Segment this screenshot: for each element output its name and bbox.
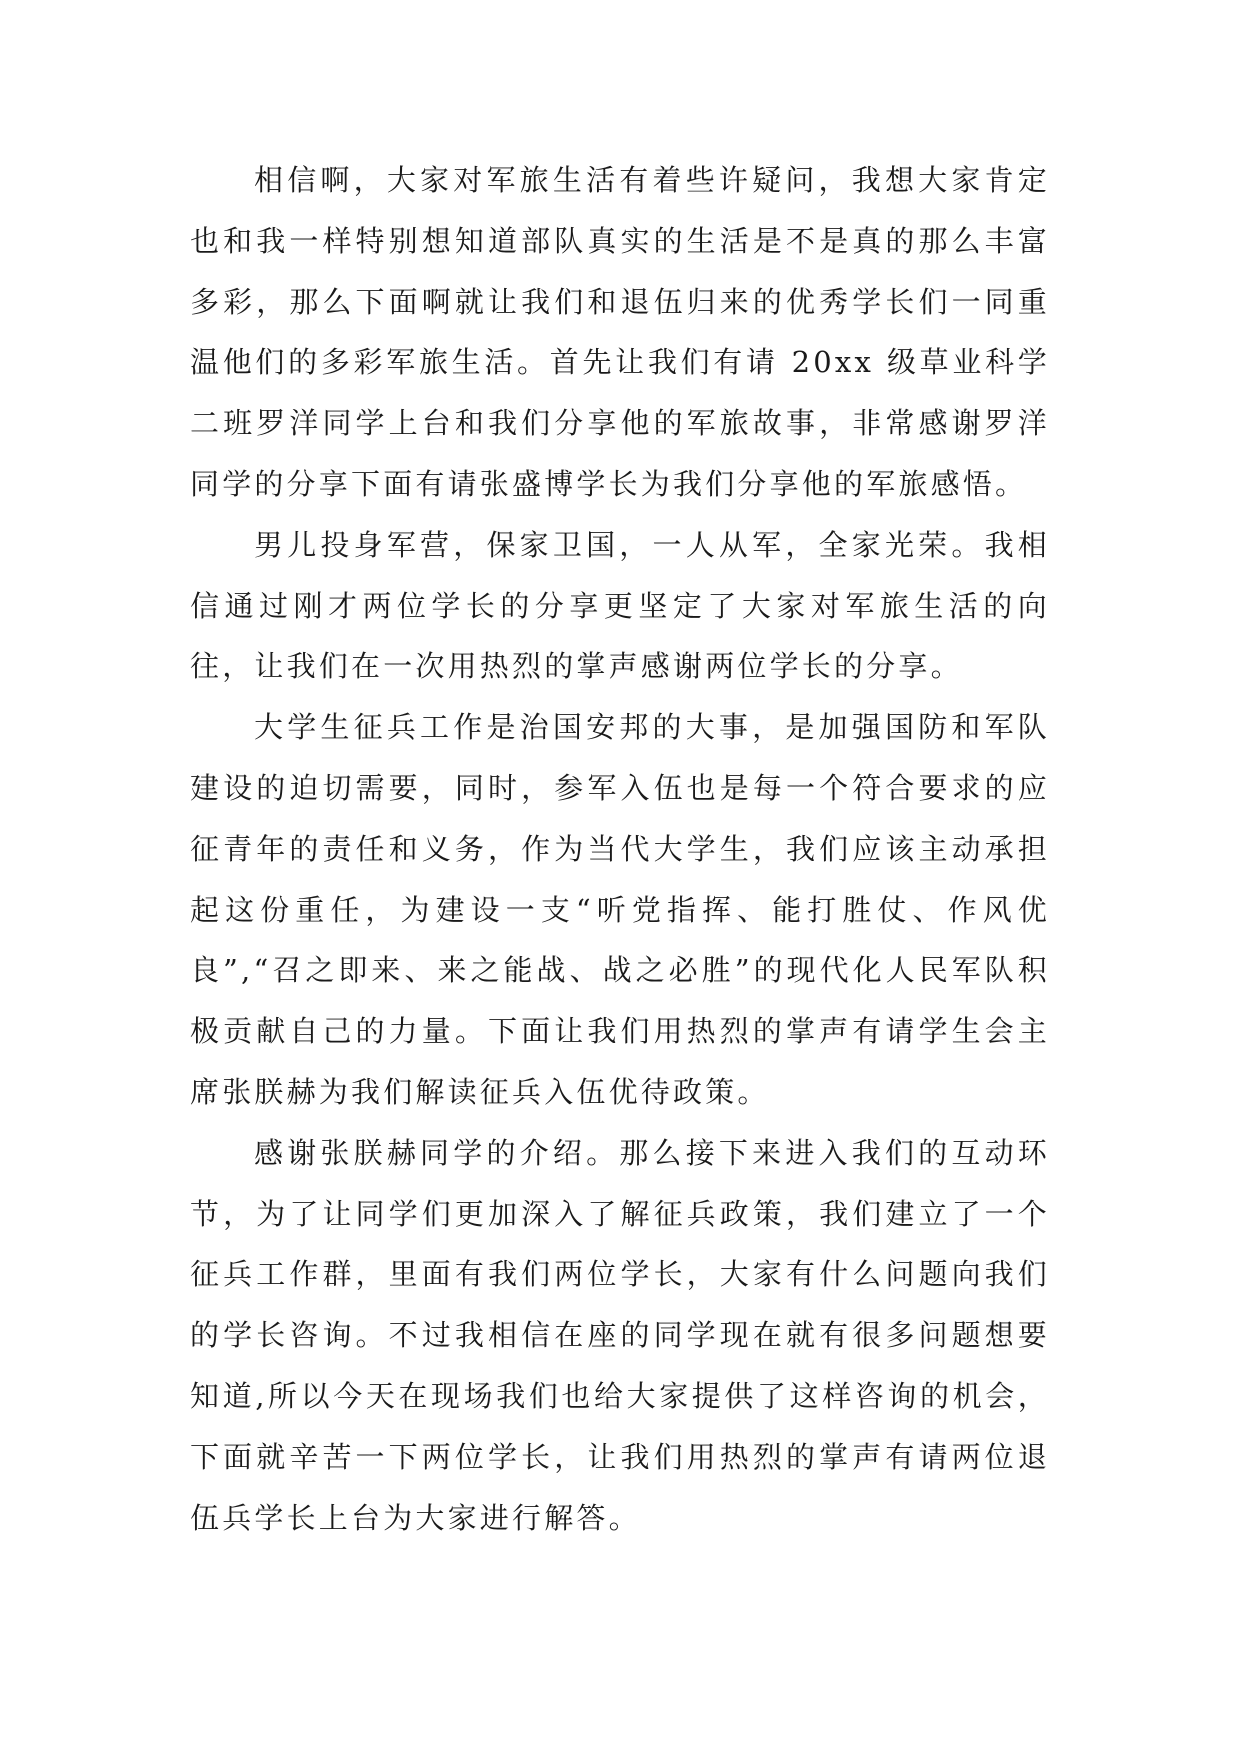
paragraph-interaction: 感谢张朕赫同学的介绍。那么接下来进入我们的互动环节，为了让同学们更加深入了解征兵政策，我们建立了一个征兵工作群，里面有我们两位学长，大家有什么问题向我们的学长咨询。不过我相信在座的同学现在就有很多问题想要知道,所以今天在现场我们也给大家提供了这样咨询的机会，下面就辛苦一下两位学长，让我们用热烈的掌声有请两位退伍兵学长上台为大家进行解答。 <box>190 1135 1050 1535</box>
paragraph-intro: 相信啊，大家对军旅生活有着些许疑问，我想大家肯定也和我一样特别想知道部队真实的生活是不是真的那么丰富多彩，那么下面啊就让我们和退伍归来的优秀学长们一同重温他们的多彩军旅生活。首先让我们有请 20xx 级草业科学二班罗洋同学上台和我们分享他的军旅故事，非常感谢罗洋同学的分享下面有请张盛博学长为我们分享他的军旅感悟。 <box>190 163 1050 501</box>
paragraph-thanks: 男儿投身军营，保家卫国，一人从军，全家光荣。我相信通过刚才两位学长的分享更坚定了大家对军旅生活的向往，让我们在一次用热烈的掌声感谢两位学长的分享。 <box>190 527 1050 684</box>
document-body <box>190 150 1050 1548</box>
paragraph-conscription: 大学生征兵工作是治国安邦的大事，是加强国防和军队建设的迫切需要，同时，参军入伍也是每一个符合要求的应征青年的责任和义务，作为当代大学生，我们应该主动承担起这份重任，为建设一支“听党指挥、能打胜仗、作风优良”,“召之即来、来之能战、战之必胜”的现代化人民军队积极贡献自己的力量。下面让我们用热烈的掌声有请学生会主席张朕赫为我们解读征兵入伍优待政策。 <box>190 710 1050 1109</box>
